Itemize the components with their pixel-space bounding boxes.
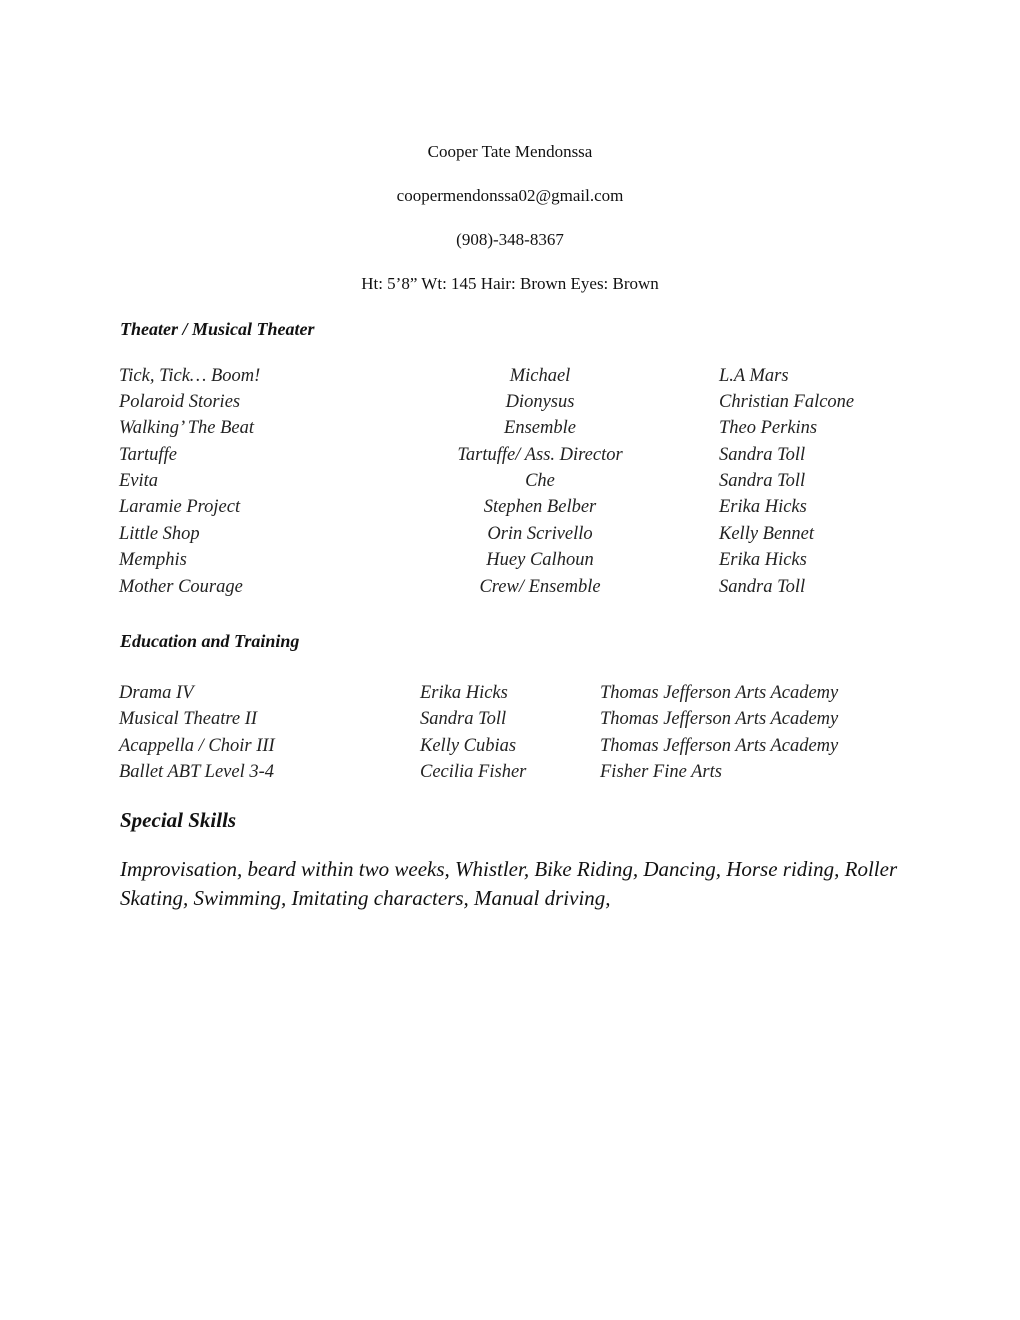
director-name: Christian Falcone xyxy=(719,392,855,412)
role-name: Ensemble xyxy=(504,418,576,438)
role-name: Crew/ Ensemble xyxy=(479,577,601,597)
teacher-name: Kelly Cubias xyxy=(420,736,517,756)
education-row xyxy=(0,733,1020,759)
theater-row xyxy=(0,442,1020,468)
director-name: Theo Perkins xyxy=(719,418,818,438)
theater-row xyxy=(0,415,1020,441)
show-title: Tartuffe xyxy=(119,445,177,465)
show-title: Walking’ The Beat xyxy=(119,418,254,438)
director-name: Sandra Toll xyxy=(719,445,806,465)
education-row xyxy=(0,680,1020,706)
teacher-name: Sandra Toll xyxy=(420,709,507,729)
course-name: Ballet ABT Level 3-4 xyxy=(119,762,275,782)
course-name: Acappella / Choir III xyxy=(119,736,275,756)
role-name: Che xyxy=(525,471,555,491)
show-title: Laramie Project xyxy=(119,497,241,517)
education-row xyxy=(0,706,1020,732)
director-name: L.A Mars xyxy=(719,366,789,386)
school-name: Thomas Jefferson Arts Academy xyxy=(600,736,839,756)
email-address: coopermendonssa02@gmail.com xyxy=(396,186,624,205)
role-name: Michael xyxy=(509,366,571,386)
phone-number: (908)-348-8367 xyxy=(456,230,564,249)
skills-text: Improvisation, beard within two weeks, Whistler, Bike Riding, Dancing, Horse riding, Roller Skating, Swimming, Imitating characters, Manual driving, xyxy=(120,857,898,910)
show-title: Polaroid Stories xyxy=(119,392,241,412)
theater-heading: Theater / Musical Theater xyxy=(120,319,315,339)
theater-row xyxy=(0,547,1020,573)
teacher-name: Erika Hicks xyxy=(420,683,508,703)
show-title: Little Shop xyxy=(119,524,200,544)
role-name: Tartuffe/ Ass. Director xyxy=(457,445,623,465)
education-row xyxy=(0,759,1020,785)
role-name: Stephen Belber xyxy=(483,497,597,517)
school-name: Fisher Fine Arts xyxy=(600,762,722,782)
education-heading: Education and Training xyxy=(120,631,300,651)
performer-name: Cooper Tate Mendonssa xyxy=(427,142,593,161)
theater-row xyxy=(0,574,1020,600)
show-title: Evita xyxy=(119,471,159,491)
course-name: Musical Theatre II xyxy=(119,709,258,729)
physical-stats: Ht: 5’8” Wt: 145 Hair: Brown Eyes: Brown xyxy=(361,274,659,293)
theater-row xyxy=(0,468,1020,494)
course-name: Drama IV xyxy=(119,683,194,703)
theater-row xyxy=(0,363,1020,389)
teacher-name: Cecilia Fisher xyxy=(420,762,527,782)
role-name: Huey Calhoun xyxy=(486,550,594,570)
director-name: Sandra Toll xyxy=(719,577,806,597)
theater-row xyxy=(0,521,1020,547)
school-name: Thomas Jefferson Arts Academy xyxy=(600,709,839,729)
skills-heading: Special Skills xyxy=(120,808,237,832)
school-name: Thomas Jefferson Arts Academy xyxy=(600,683,839,703)
show-title: Tick, Tick… Boom! xyxy=(119,366,261,386)
show-title: Memphis xyxy=(119,550,187,570)
role-name: Dionysus xyxy=(505,392,575,412)
director-name: Erika Hicks xyxy=(719,497,807,517)
director-name: Sandra Toll xyxy=(719,471,806,491)
theater-row xyxy=(0,389,1020,415)
theater-row xyxy=(0,494,1020,520)
show-title: Mother Courage xyxy=(119,577,243,597)
director-name: Kelly Bennet xyxy=(719,524,815,544)
role-name: Orin Scrivello xyxy=(487,524,593,544)
director-name: Erika Hicks xyxy=(719,550,807,570)
